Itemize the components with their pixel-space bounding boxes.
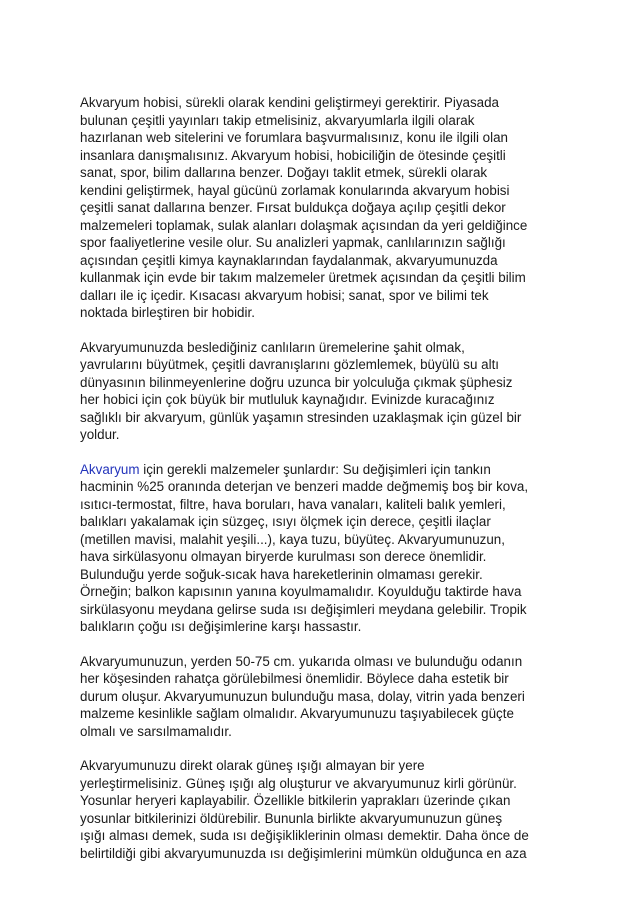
text-line: belirtildiği gibi akvaryumunuzda ısı değişimlerini mümkün olduğunca en aza [80, 845, 527, 861]
text-line: noktada birleştiren bir hobidir. [80, 305, 255, 320]
text-line: açısından çeşitli kimya kaynaklarından faydalanmak, akvaryumunuzda [80, 252, 498, 268]
text-line: Akvaryumunuzu direkt olarak güneş ışığı almayan bir yere [80, 758, 425, 773]
text-line: kullanmak için evde bir takım malzemeler üretmek açısından da çeşitli bilim [80, 270, 526, 285]
paragraph-placement [80, 653, 570, 741]
text-line: Örneğin; balkon kapısının yanına koyulmamalıdır. Koyulduğu taktirde hava [80, 584, 522, 599]
paragraph-equipment [80, 461, 570, 636]
text-line: insanlara danışmalısınız. Akvaryum hobisi, hobiciliğin de ötesinde çeşitli [80, 147, 506, 163]
paragraph-sunlight [80, 757, 570, 862]
text-line: Yosunlar heryeri kaplayabilir. Özellikle bitkilerin yaprakları üzerinde çıkan [80, 793, 511, 808]
text-line: yosunlar bitkilerinizi öldürebilir. Bununla birlikte akvaryumunuzun güneş [80, 810, 503, 826]
text-line: hazırlanan web sitelerini ve forumlara başvurmalısınız, konu ile ilgili olan [80, 130, 508, 145]
article-body [80, 94, 570, 879]
text-line: yavrularını büyütmek, çeşitli davranışlarını gözlemlemek, büyülü su altı [80, 357, 500, 372]
text-line: her köşesinden rahatça görülebilmesi önemlidir. Böylece daha estetik bir [80, 671, 509, 686]
paragraph-hobby-intro [80, 94, 570, 322]
text-line: balıkları yakalamak için süzgeç, ısıyı ölçmek için derece, çeşitli ilaçlar [80, 514, 491, 529]
text-line: her hobici için çok büyük bir mutluluk kaynağıdır. Evinizde kuracağınız [80, 392, 495, 407]
text-line: (metillen mavisi, malahit yeşili...), kaya tuzu, büyüteç. Akvaryumunuzun, [80, 531, 505, 547]
text-line: spor faaliyetlerine vesile olur. Su analizleri yapmak, canlılarınızın sağlığı [80, 235, 506, 250]
text-line: sanat, spor, bilim dallarına benzer. Doğayı taklit etmek, sürekli olarak [80, 165, 488, 180]
text-line: Akvaryum hobisi, sürekli olarak kendini geliştirmeyi gerektirir. Piyasada [80, 95, 499, 110]
text-line-with-link [80, 461, 570, 479]
text-line: yerleştirmelisiniz. Güneş ışığı alg oluşturur ve akvaryumunuz kirli görünür. [80, 775, 517, 791]
text-line: ışığı alması demek, suda ısı değişikliklerinin olması demektir. Daha önce de [80, 828, 529, 843]
text-line: Akvaryumunuzda beslediğiniz canlıların üremelerine şahit olmak, [80, 339, 465, 355]
text-line: kendini geliştirmek, hayal gücünü zorlamak konularında akvaryum hobisi [80, 182, 510, 198]
text-line: Bulunduğu yerde soğuk-sıcak hava hareketlerinin olmaması gerekir. [80, 566, 483, 582]
text-line: malzeme kesinlikle sağlam olmalıdır. Akvaryumunuzu taşıyabilecek güçte [80, 706, 514, 721]
text-line: malzemeleri toplamak, sulak alanları dolaşmak açısından da yeri geldiğince [80, 217, 528, 233]
paragraph-breeding [80, 339, 570, 444]
text-line: Akvaryumunuzun, yerden 50-75 cm. yukarıda olması ve bulunduğu odanın [80, 653, 523, 669]
akvaryum-link[interactable]: Akvaryum [80, 461, 140, 477]
text-line: yoldur. [80, 427, 120, 442]
text-line: çeşitli sanat dallarına benzer. Fırsat buldukça doğaya açılıp çeşitli dekor [80, 200, 506, 215]
text-fragment: için gerekli malzemeler şunlardır: Su değişimleri için tankın [139, 461, 491, 477]
text-line: hava sirkülasyonu olmayan biryerde kurulması son derece önemlidir. [80, 549, 487, 564]
text-line: hacminin %25 oranında deterjan ve benzeri madde değmemiş boş bir kova, [80, 479, 529, 494]
text-line: durum oluşur. Akvaryumunuzun bulunduğu masa, dolay, vitrin yada benzeri [80, 688, 525, 704]
text-line: ısıtıcı-termostat, filtre, hava boruları, hava vanaları, kaliteli balık yemleri, [80, 496, 506, 512]
text-line: dalları ile iç içedir. Kısacası akvaryum hobisi; sanat, spor ve bilimi tek [80, 287, 489, 303]
text-line: olmalı ve sarsılmamalıdır. [80, 723, 232, 739]
text-line: balıkların çoğu ısı değişimlerine karşı hassastır. [80, 619, 362, 634]
text-line: sirkülasyonu meydana gelirse suda ısı değişimleri meydana gelebilir. Tropik [80, 601, 527, 617]
text-line: dünyasının bilinmeyenlerine doğru uzunca bir yolculuğa çıkmak şüphesiz [80, 374, 513, 390]
text-line: bulunan çeşitli yayınları takip etmelisiniz, akvaryumlarla ilgili olarak [80, 112, 475, 128]
text-line: sağlıklı bir akvaryum, günlük yaşamın stresinden uzaklaşmak için güzel bir [80, 409, 522, 425]
